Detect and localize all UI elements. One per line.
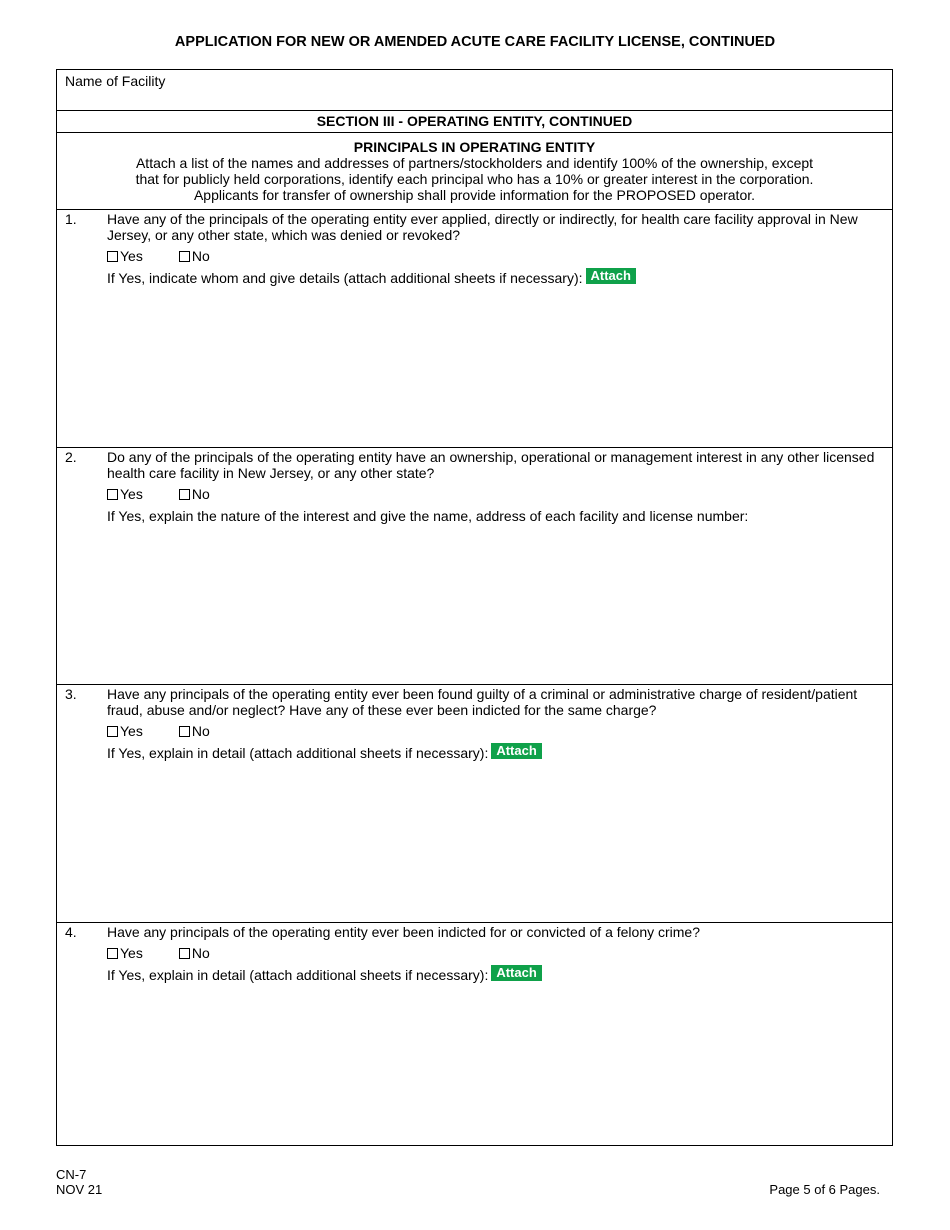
detail-line bbox=[107, 270, 636, 286]
facility-name-label: Name of Facility bbox=[65, 73, 166, 89]
yes-no-group bbox=[107, 723, 246, 739]
question-text: Do any of the principals of the operating entity have an ownership, operational or management interest in any other licensed health care facility in New Jersey, or any other state? bbox=[107, 449, 875, 481]
no-checkbox[interactable] bbox=[179, 948, 190, 959]
yes-checkbox[interactable] bbox=[107, 726, 118, 737]
detail-line bbox=[107, 967, 542, 983]
detail-line bbox=[107, 745, 542, 761]
attach-button[interactable]: Attach bbox=[491, 743, 541, 759]
yes-label: Yes bbox=[120, 723, 143, 739]
question-number: 3. bbox=[65, 686, 77, 702]
detail-line bbox=[107, 508, 748, 524]
question-number: 4. bbox=[65, 924, 77, 940]
principals-title: PRINCIPALS IN OPERATING ENTITY bbox=[353, 139, 596, 155]
question-number: 2. bbox=[65, 449, 77, 465]
no-label: No bbox=[191, 723, 210, 739]
no-checkbox[interactable] bbox=[179, 251, 190, 262]
principals-line: Applicants for transfer of ownership shall provide information for the PROPOSED operator. bbox=[193, 187, 756, 203]
question-number: 1. bbox=[65, 211, 77, 227]
page-number: Page 5 of 6 Pages. bbox=[769, 1182, 880, 1197]
question-text: Have any of the principals of the operating entity ever applied, directly or indirectly, for health care facility approval in New Jersey, or any other state, which was denied or revoked? bbox=[107, 211, 858, 243]
divider bbox=[57, 209, 892, 210]
form-frame bbox=[56, 69, 893, 1146]
divider bbox=[57, 132, 892, 133]
yes-label: Yes bbox=[120, 945, 143, 961]
yes-no-group bbox=[107, 945, 246, 961]
no-label: No bbox=[191, 486, 210, 502]
yes-checkbox[interactable] bbox=[107, 251, 118, 262]
form-id: CN-7 bbox=[56, 1167, 87, 1182]
no-checkbox[interactable] bbox=[179, 489, 190, 500]
footer-form-id bbox=[56, 1167, 102, 1197]
divider bbox=[57, 684, 892, 685]
no-checkbox[interactable] bbox=[179, 726, 190, 737]
no-label: No bbox=[191, 945, 210, 961]
detail-text: If Yes, explain the nature of the interest and give the name, address of each facility and license number: bbox=[107, 508, 749, 524]
yes-checkbox[interactable] bbox=[107, 948, 118, 959]
page-title: APPLICATION FOR NEW OR AMENDED ACUTE CARE FACILITY LICENSE, CONTINUED bbox=[174, 34, 776, 50]
question-text: Have any principals of the operating entity ever been indicted for or convicted of a felony crime? bbox=[107, 924, 700, 940]
yes-no-group bbox=[107, 486, 246, 502]
no-label: No bbox=[191, 248, 210, 264]
section-title: SECTION III - OPERATING ENTITY, CONTINUED bbox=[316, 113, 633, 129]
divider bbox=[57, 922, 892, 923]
yes-label: Yes bbox=[120, 486, 143, 502]
question-text: Have any principals of the operating entity ever been found guilty of a criminal or administrative charge of resident/patient fraud, abuse and/or neglect? Have any of these ever been indicted for the same charge? bbox=[107, 686, 858, 718]
divider bbox=[57, 447, 892, 448]
yes-checkbox[interactable] bbox=[107, 489, 118, 500]
yes-label: Yes bbox=[120, 248, 143, 264]
principals-line: that for publicly held corporations, identify each principal who has a 10% or greater interest in the corporation. bbox=[135, 171, 814, 187]
detail-text: If Yes, explain in detail (attach additional sheets if necessary): bbox=[107, 745, 489, 761]
detail-text: If Yes, explain in detail (attach additional sheets if necessary): bbox=[107, 967, 489, 983]
divider bbox=[57, 110, 892, 111]
principals-block bbox=[57, 139, 892, 203]
detail-text: If Yes, indicate whom and give details (attach additional sheets if necessary): bbox=[107, 270, 583, 286]
yes-no-group bbox=[107, 248, 246, 264]
attach-button[interactable]: Attach bbox=[491, 965, 541, 981]
principals-line: Attach a list of the names and addresses of partners/stockholders and identify 100% of the ownership, except bbox=[135, 155, 814, 171]
form-date: NOV 21 bbox=[56, 1182, 103, 1197]
attach-button[interactable]: Attach bbox=[586, 268, 636, 284]
